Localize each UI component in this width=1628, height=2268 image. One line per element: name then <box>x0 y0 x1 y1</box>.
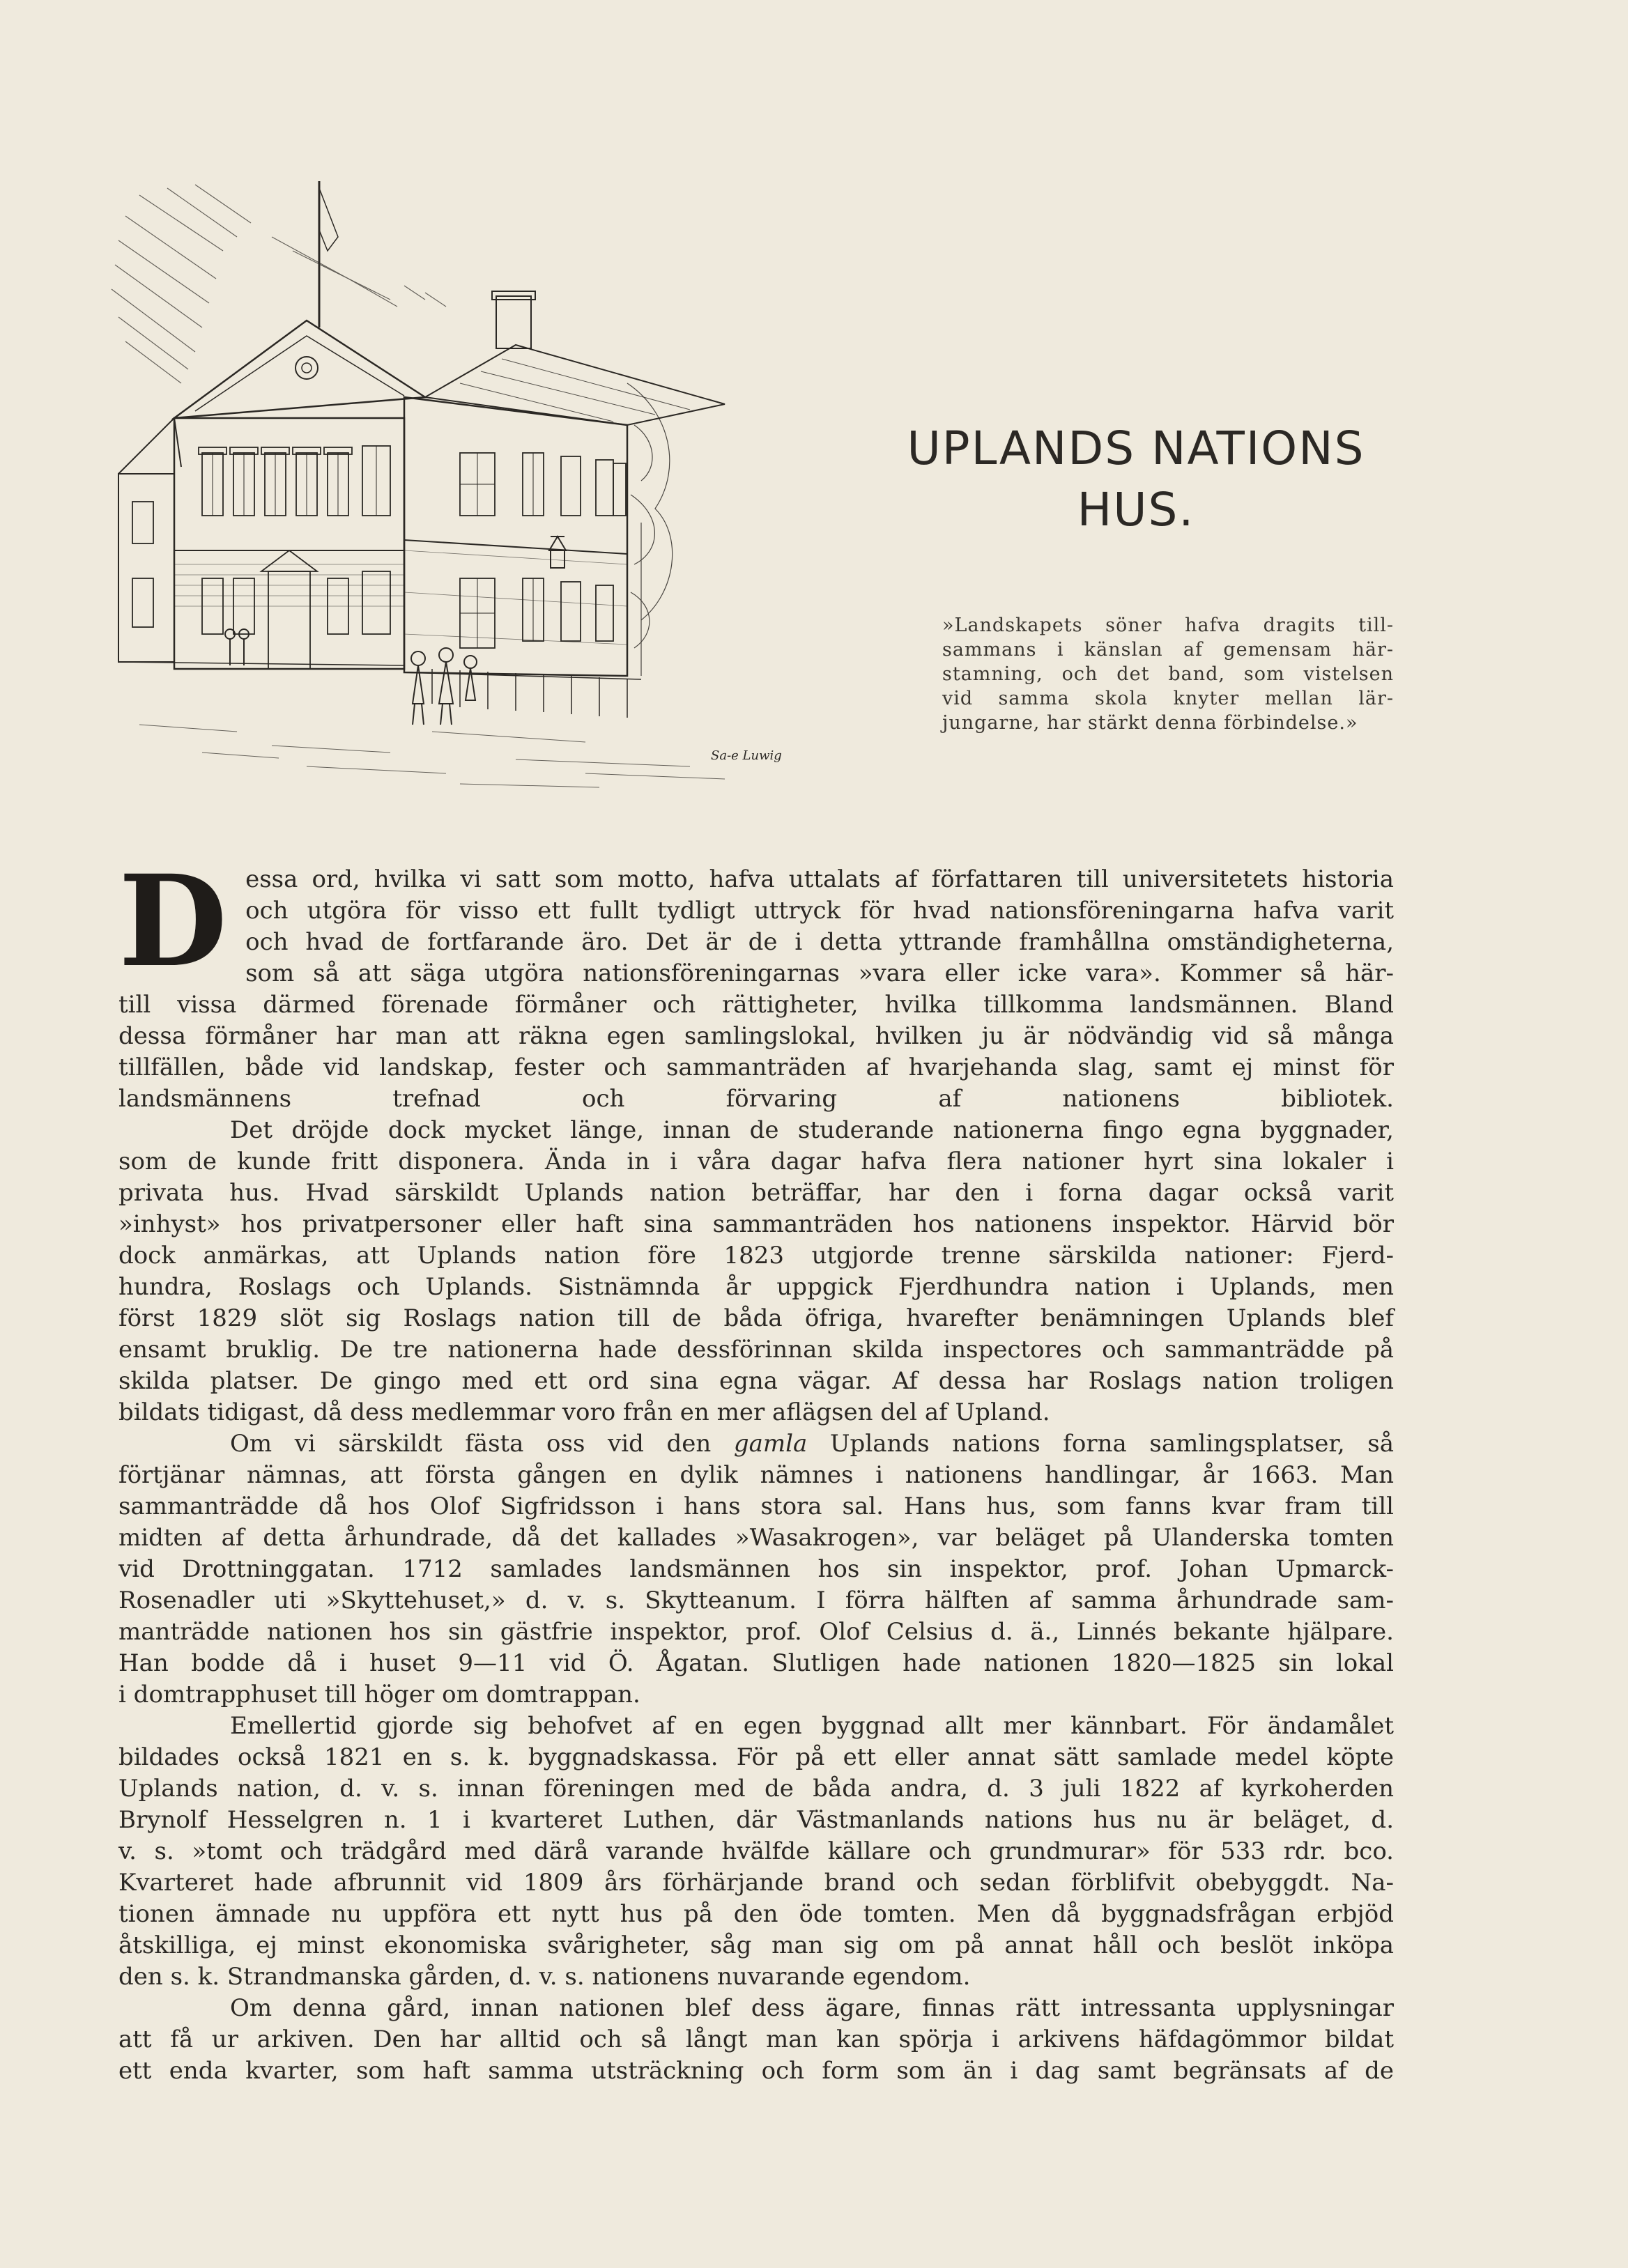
sky-hatching <box>112 185 446 383</box>
text-line: den s. k. Strandmanska gården, d. v. s. nationens nuvarande egendom. <box>118 1963 971 1991</box>
emphasis-text: gamla <box>733 1430 808 1458</box>
motto-line: sammans i känslan af gemensam här- <box>942 639 1394 661</box>
artist-signature: Sa-e Luwig <box>711 748 782 763</box>
text-line: hundra, Roslags och Uplands. Sistnämnda år uppgick Fjerdhundra nation i Uplands, men <box>118 1273 1394 1301</box>
text-line: dock anmärkas, att Uplands nation före 1823 utgjorde trenne särskilda nationer: Fjerd- <box>118 1242 1394 1270</box>
text-line: förtjänar nämnas, att första gången en dylik nämnes i nationens handlingar, år 1663. Man <box>118 1461 1394 1489</box>
text-line: och utgöra för visso ett fullt tydligt uttryck för hvad nationsföreningarna hafva varit <box>245 897 1394 925</box>
text-line: tionen ämnade nu uppföra ett nytt hus på den öde tomten. Men då byggnadsfrågan erbjöd <box>118 1900 1394 1928</box>
text-line: som de kunde fritt disponera. Ända in i våra dagar hafva flera nationer hyrt sina lokaler i <box>118 1148 1394 1175</box>
text-line: till vissa därmed förenade förmåner och rättigheter, hvilka tillkomma landsmännen. Bland <box>118 991 1394 1019</box>
text-line: bildats tidigast, då dess medlemmar voro från en mer aflägsen del af Upland. <box>118 1398 1050 1426</box>
text-line: att få ur arkiven. Den har alltid och så långt man kan spörja i arkivens häfdagömmor bildat <box>118 2026 1394 2053</box>
building-illustration <box>98 174 836 801</box>
text-fragment: Uplands nations forna samlingsplatser, så <box>807 1430 1394 1458</box>
title-line-2: HUS. <box>1077 483 1195 537</box>
motto-line: »Landskapets söner hafva dragits till- <box>942 615 1394 636</box>
text-line: åtskilliga, ej minst ekonomiska svårigheter, såg man sig om på annat håll och beslöt inköpa <box>118 1931 1394 1959</box>
body-text <box>118 848 1394 2087</box>
text-line: privata hus. Hvad särskildt Uplands nation beträffar, har den i forna dagar också varit <box>118 1179 1394 1207</box>
motto-line: stamning, och det band, som vistelsen <box>942 663 1394 685</box>
paragraph-1 <box>118 848 1394 1115</box>
motto-quote <box>942 613 1394 735</box>
text-line: och hvad de fortfarande äro. Det är de i detta yttrande framhållna omständigheterna, <box>245 928 1394 956</box>
text-line: Uplands nation, d. v. s. innan föreningen med de båda andra, d. 3 juli 1822 af kyrkoherden <box>118 1775 1394 1803</box>
text-line: ensamt bruklig. De tre nationerna hade dessförinnan skilda inspectores och sammanträdde på <box>118 1336 1394 1364</box>
paragraph-5 <box>118 1993 1394 2087</box>
drop-cap: D <box>118 848 228 995</box>
text-line: essa ord, hvilka vi satt som motto, hafva uttalats af författaren till universitetets historia <box>245 865 1394 893</box>
motto-line: jungarne, har stärkt denna förbindelse.» <box>942 712 1358 734</box>
paragraph-2 <box>118 1115 1394 1428</box>
motto-line: vid samma skola knyter mellan lär- <box>942 688 1394 709</box>
text-line: v. s. »tomt och trädgård med därå varande hvälfde källare och grundmurar» för 533 rdr. bco. <box>118 1837 1394 1865</box>
text-line: tillfällen, både vid landskap, fester och sammanträden af hvarjehanda slag, samt ej minst för <box>118 1054 1394 1081</box>
text-line: landsmännens trefnad och förvaring af nationens bibliotek. <box>118 1085 1394 1113</box>
text-line: sammanträdde då hos Olof Sigfridsson i hans stora sal. Hans hus, som fanns kvar fram till <box>118 1492 1394 1520</box>
text-line: som så att säga utgöra nationsföreningarnas »vara eller icke vara». Kommer så här- <box>245 959 1394 987</box>
text-line: Rosenadler uti »Skyttehuset,» d. v. s. Skytteanum. I förra hälften af samma århundrade sam- <box>118 1587 1394 1614</box>
text-line: manträdde nationen hos sin gästfrie inspektor, prof. Olof Celsius d. ä., Linnés bekante hjälpare. <box>118 1618 1394 1646</box>
text-line: bildades också 1821 en s. k. byggnadskassa. För på ett eller annat sätt samlade medel köpte <box>118 1743 1394 1771</box>
text-line: Om denna gård, innan nationen blef dess ägare, finnas rätt intressanta upplysningar <box>230 1994 1394 2022</box>
text-line: först 1829 slöt sig Roslags nation till de båda öfriga, hvarefter benämningen Uplands blef <box>118 1304 1394 1332</box>
page-title <box>878 418 1394 541</box>
text-line: skilda platser. De gingo med ett ord sina egna vägar. Af dessa har Roslags nation troligen <box>118 1367 1394 1395</box>
text-line: vid Drottninggatan. 1712 samlades landsmännen hos sin inspektor, prof. Johan Upmarck- <box>118 1555 1394 1583</box>
paragraph-4 <box>118 1711 1394 1993</box>
text-line: Han bodde då i huset 9—11 vid Ö. Ågatan. Slutligen hade nationen 1820—1825 sin lokal <box>118 1649 1394 1677</box>
text-line: Kvarteret hade afbrunnit vid 1809 års förhärjande brand och sedan förblifvit obebyggdt. Na- <box>118 1869 1394 1897</box>
text-line: dessa förmåner har man att räkna egen samlingslokal, hvilken ju är nödvändig vid så många <box>118 1022 1394 1050</box>
text-line: Brynolf Hesselgren n. 1 i kvarteret Luthen, där Västmanlands nations hus nu är beläget, d. <box>118 1806 1394 1834</box>
title-line-1: UPLANDS NATIONS <box>907 422 1365 475</box>
text-fragment: Om vi särskildt fästa oss vid den <box>230 1430 734 1458</box>
text-line <box>118 1428 1394 1460</box>
paragraph-3 <box>118 1428 1394 1711</box>
text-line: »inhyst» hos privatpersoner eller haft sina sammanträden hos nationens inspektor. Härvid bör <box>118 1210 1394 1238</box>
building-engraving <box>98 174 836 801</box>
text-line: i domtrapphuset till höger om domtrappan. <box>118 1681 640 1708</box>
text-line: Emellertid gjorde sig behofvet af en egen byggnad allt mer kännbart. För ändamålet <box>230 1712 1394 1740</box>
text-line: ett enda kvarter, som haft samma utsträckning och form som än i dag samt begränsats af de <box>118 2057 1394 2085</box>
text-line: midten af detta århundrade, då det kallades »Wasakrogen», var beläget på Ulanderska tomten <box>118 1524 1394 1552</box>
text-line: Det dröjde dock mycket länge, innan de studerande nationerna fingo egna byggnader, <box>230 1116 1394 1144</box>
street-figures <box>225 629 477 725</box>
